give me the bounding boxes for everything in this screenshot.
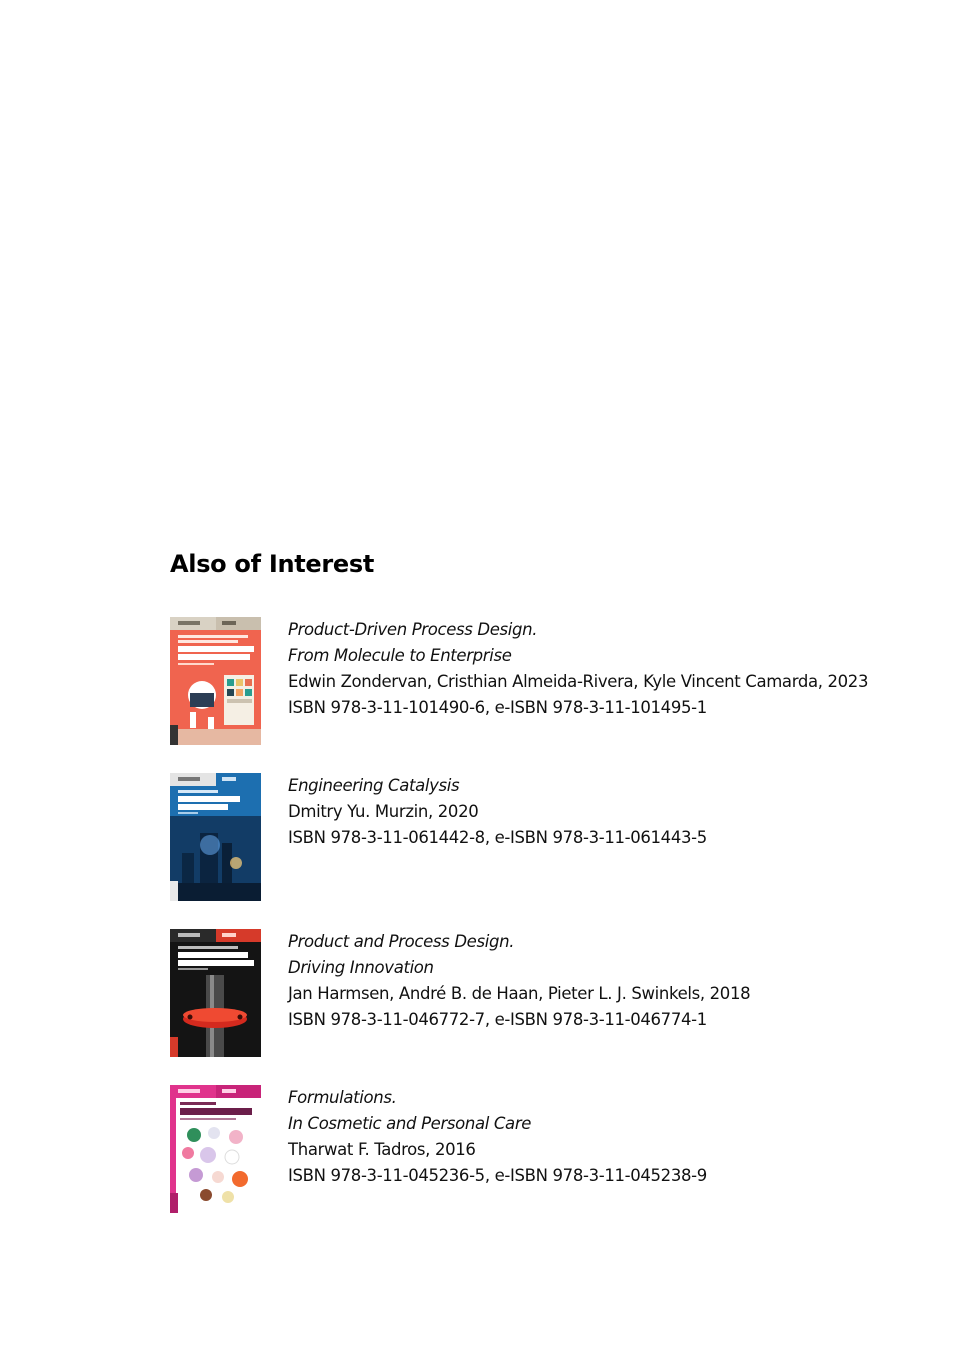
book-title: Formulations.: [288, 1088, 397, 1107]
book-subtitle: In Cosmetic and Personal Care: [288, 1114, 532, 1133]
book-entry: [170, 773, 870, 901]
book-authors: Edwin Zondervan, Cristhian Almeida-Rivera, Kyle Vincent Camarda, 2023: [288, 672, 869, 691]
book-entry: [170, 929, 870, 1057]
book-details: [288, 1085, 707, 1189]
book-isbn: ISBN 978-3-11-045236-5, e-ISBN 978-3-11-045238-9: [288, 1166, 707, 1185]
book-details: [288, 617, 868, 721]
book-title: Engineering Catalysis: [288, 776, 460, 795]
book-title: Product and Process Design.: [288, 932, 515, 951]
book-isbn: ISBN 978-3-11-101490-6, e-ISBN 978-3-11-101495-1: [288, 698, 707, 717]
book-title: Product-Driven Process Design.: [288, 620, 538, 639]
book-entry: [170, 617, 870, 745]
book-authors: Jan Harmsen, André B. de Haan, Pieter L. J. Swinkels, 2018: [288, 984, 751, 1003]
book-cover-image: [170, 617, 261, 745]
book-subtitle: Driving Innovation: [288, 958, 434, 977]
book-subtitle: From Molecule to Enterprise: [288, 646, 512, 665]
book-cover-image: [170, 773, 261, 901]
section-heading: Also of Interest: [170, 550, 375, 578]
book-authors: Dmitry Yu. Murzin, 2020: [288, 802, 479, 821]
book-isbn: ISBN 978-3-11-061442-8, e-ISBN 978-3-11-061443-5: [288, 828, 707, 847]
book-isbn: ISBN 978-3-11-046772-7, e-ISBN 978-3-11-046774-1: [288, 1010, 707, 1029]
book-entry: [170, 1085, 870, 1213]
book-authors: Tharwat F. Tadros, 2016: [288, 1140, 476, 1159]
book-details: [288, 929, 750, 1033]
book-cover-image: [170, 1085, 261, 1213]
book-details: [288, 773, 707, 851]
book-cover-image: [170, 929, 261, 1057]
